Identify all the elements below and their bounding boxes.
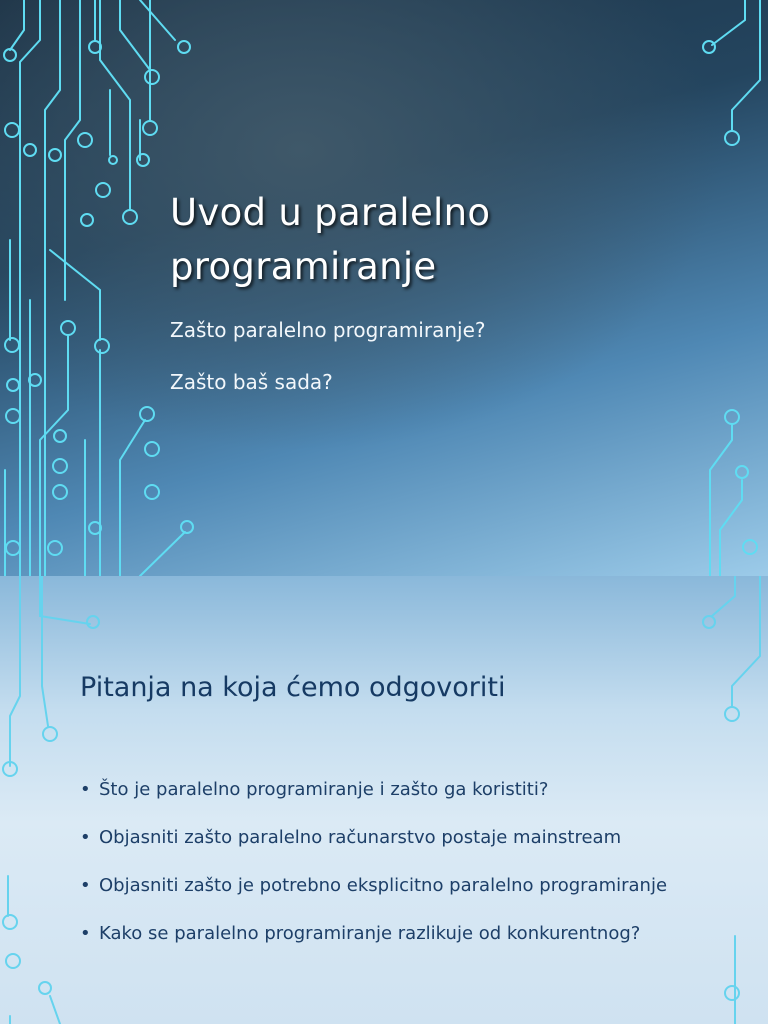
bullet-marker: • xyxy=(80,779,91,800)
subtitle-why-now: Zašto baš sada? xyxy=(170,370,333,394)
questions-slide xyxy=(0,576,768,1024)
list-item xyxy=(80,916,720,951)
list-item-text: Kako se paralelno programiranje razlikuje od konkurentnog? xyxy=(99,923,641,944)
subtitle-why-parallel: Zašto paralelno programiranje? xyxy=(170,318,486,342)
questions-title: Pitanja na koja ćemo odgovoriti xyxy=(80,672,506,703)
bullet-marker: • xyxy=(80,875,91,896)
list-item xyxy=(80,772,720,807)
bullet-marker: • xyxy=(80,923,91,944)
slide-title xyxy=(170,186,730,294)
bullet-marker: • xyxy=(80,827,91,848)
slide-title-line-1: Uvod u paralelno xyxy=(170,191,491,234)
list-item-text: Objasniti zašto je potrebno eksplicitno paralelno programiranje xyxy=(99,875,668,896)
list-item xyxy=(80,868,720,903)
list-item-text: Objasniti zašto paralelno računarstvo postaje mainstream xyxy=(99,827,622,848)
list-item-text: Što je paralelno programiranje i zašto ga koristiti? xyxy=(99,779,549,800)
slide-title-line-2: programiranje xyxy=(170,245,437,288)
list-item xyxy=(80,820,720,855)
questions-list xyxy=(80,772,720,964)
